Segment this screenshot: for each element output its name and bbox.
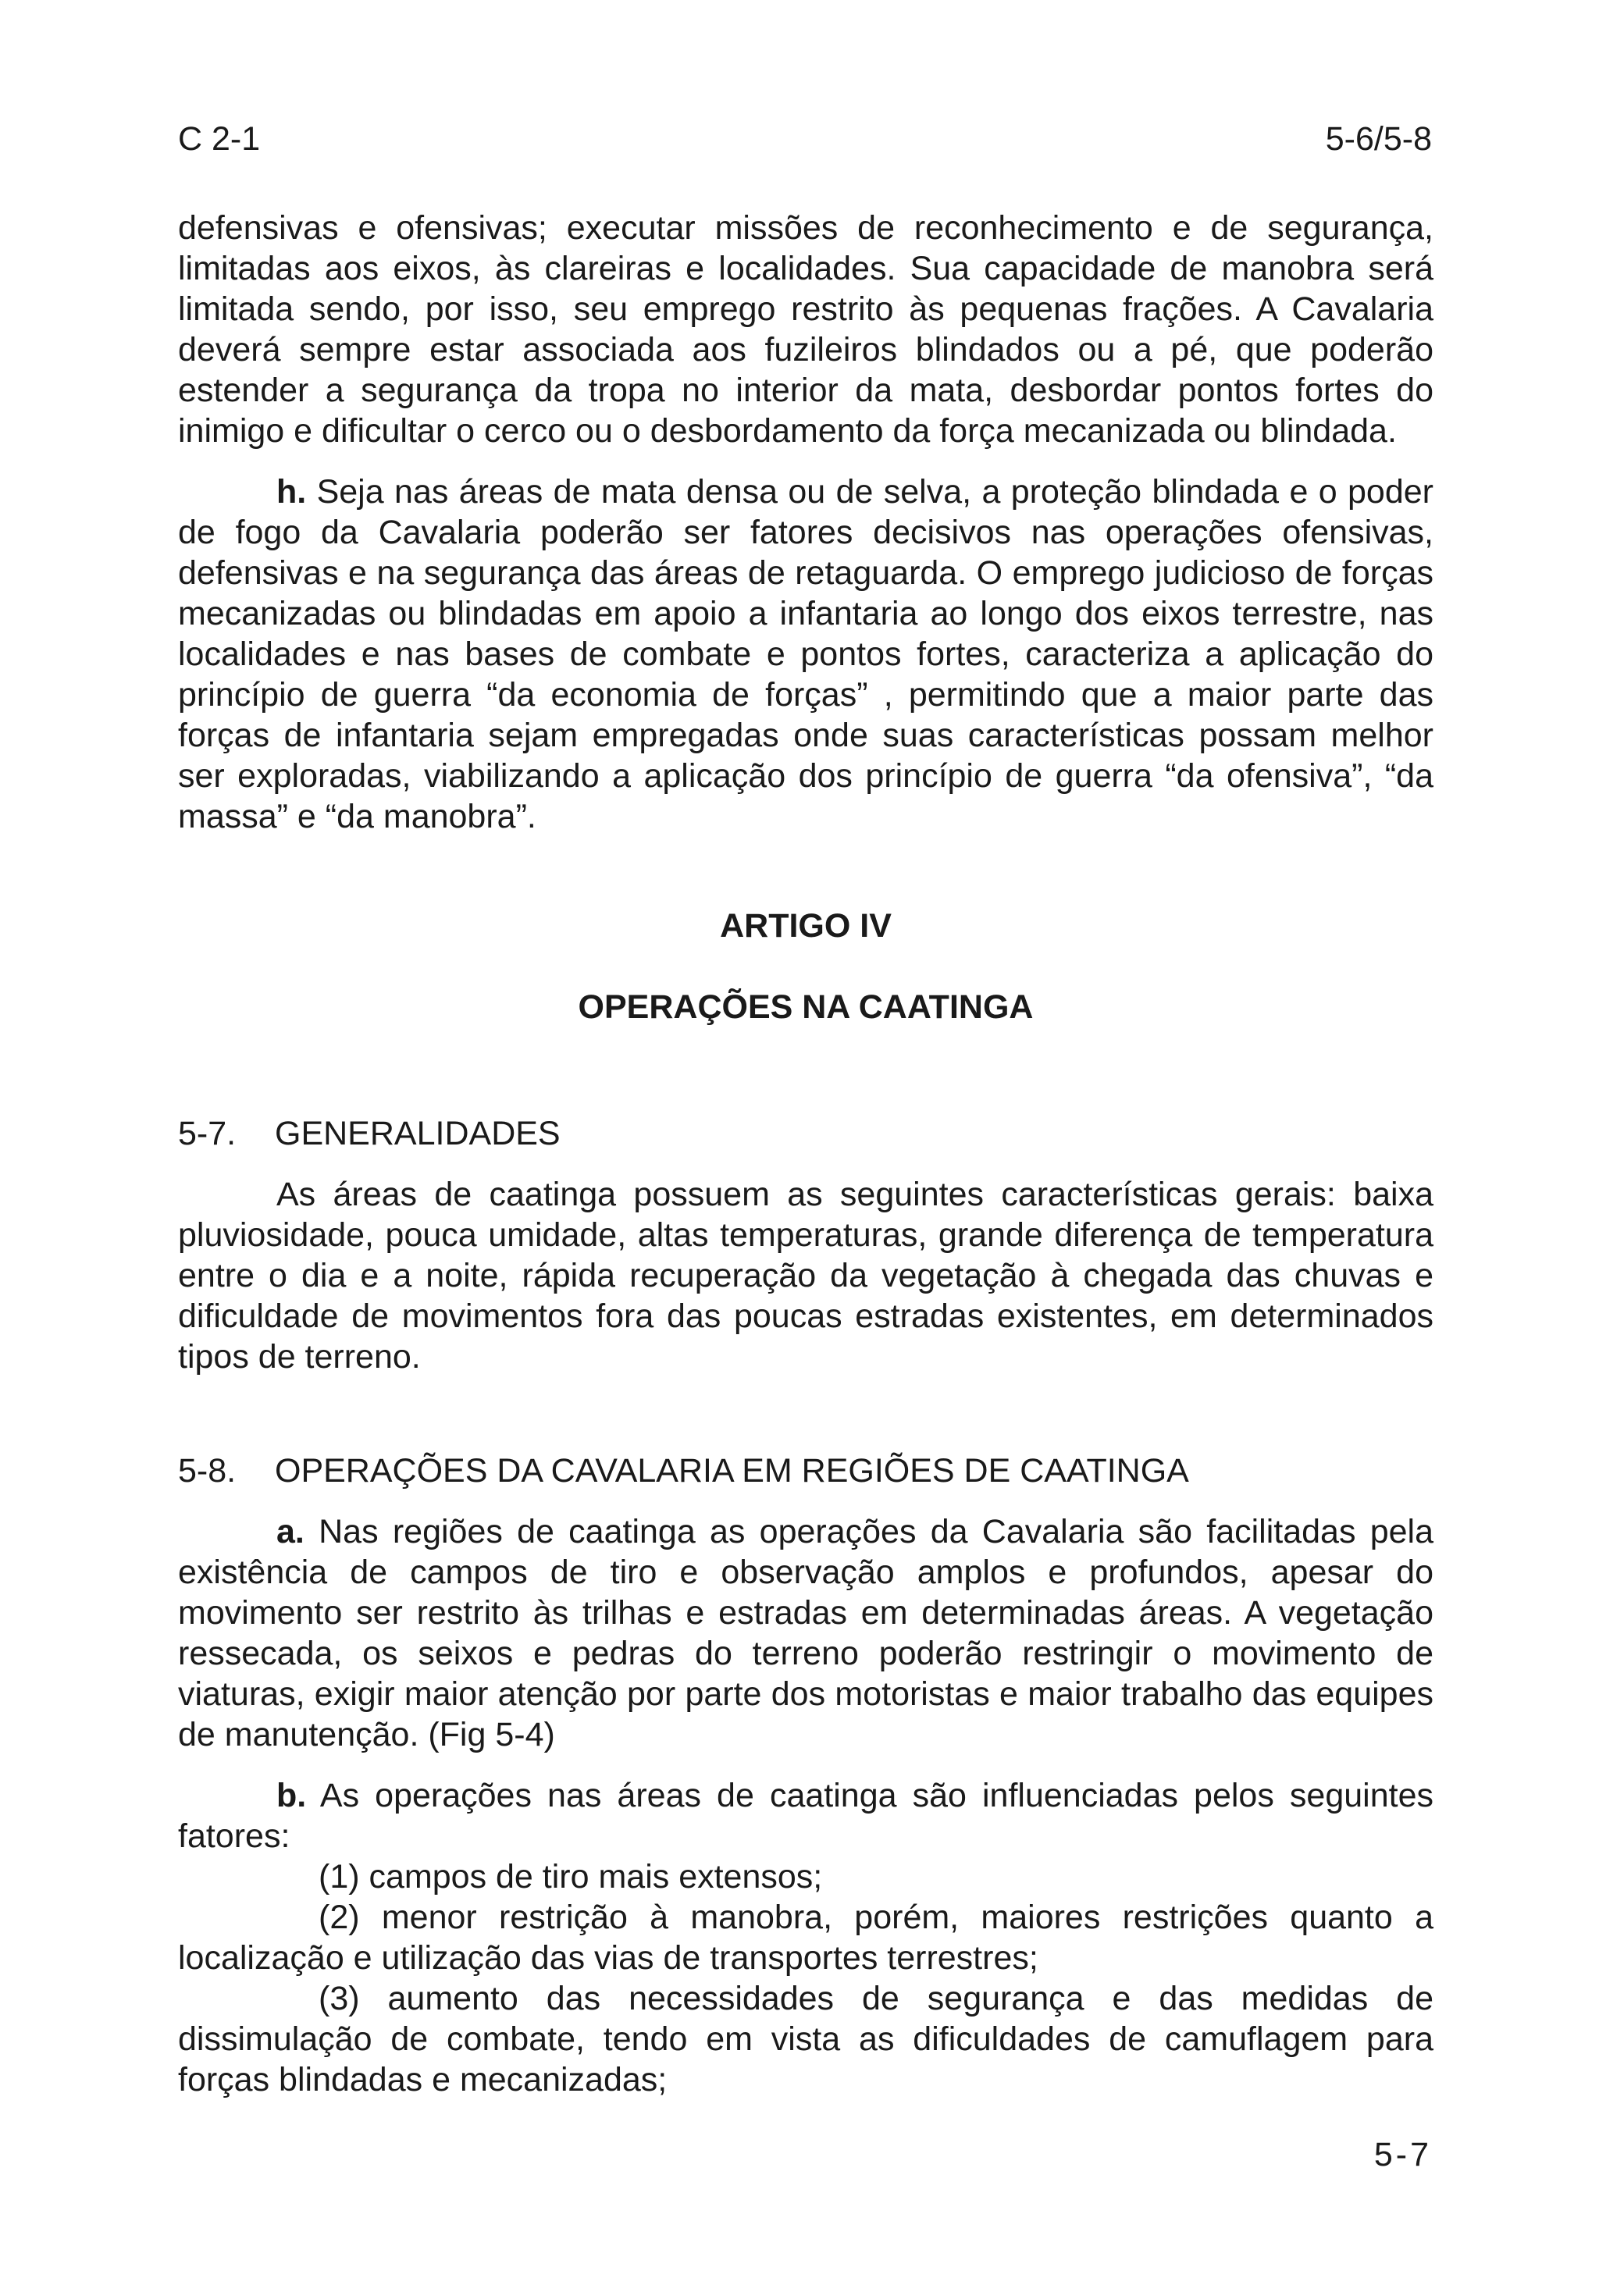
list-item: (3) aumento das necessidades de segurança e das medidas de dissimulação de combate, tendo em vista as dificuldades de camuflagem para forças blindadas e mecanizadas; xyxy=(178,1980,1433,2098)
list-item: (1) campos de tiro mais extensos; xyxy=(319,1858,823,1896)
paragraph-h-label: h. xyxy=(276,473,307,511)
page-body xyxy=(178,208,1433,2100)
paragraph-b-text: As operações nas áreas de caatinga são influenciadas pelos seguintes fatores: xyxy=(178,1777,1433,1855)
section-5-7-heading xyxy=(178,1113,1433,1154)
section-5-8-heading xyxy=(178,1451,1433,1491)
article-title: ARTIGO IV xyxy=(720,907,892,945)
paragraph-h-text: Seja nas áreas de mata densa ou de selva, a proteção blindada e o poder de fogo da Cavalaria poderão ser fatores decisivos nas operações ofensivas, defensivas e na segurança das áreas de retaguarda. O emprego judicioso de forças mecanizadas ou blindadas em apoio a infantaria ao longo dos eixos terrestre, nas localidades e nas bases de combate e pontos fortes, caracteriza a aplicação do princípio de guerra “da economia de forças” , permitindo que a maior parte das forças de infantaria sejam empregadas onde suas características possam melhor ser exploradas, viabilizando a aplicação dos princípio de guerra “da ofensiva”, “da massa” e “da manobra”. xyxy=(178,473,1433,835)
paragraph-a xyxy=(178,1511,1433,1755)
paragraph-a-label: a. xyxy=(276,1513,304,1550)
paragraph-h xyxy=(178,472,1433,837)
header-section-range: 5-6/5-8 xyxy=(1325,120,1432,158)
paragraph-b-label: b. xyxy=(276,1777,307,1814)
page-number: 5-7 xyxy=(1373,2136,1432,2173)
header-manual-code: C 2-1 xyxy=(178,120,261,158)
paragraph-a-text: Nas regiões de caatinga as operações da Cavalaria são facilitadas pela existência de campos de tiro e observação amplos e profundos, apesar do movimento ser restrito às trilhas e estradas em determinadas áreas. A vegetação ressecada, os seixos e pedras do terreno poderão restringir o movimento de viaturas, exigir maior atenção por parte dos motoristas e maior trabalho das equipes de manutenção. (Fig 5-4) xyxy=(178,1513,1433,1753)
section-5-8-title: OPERAÇÕES DA CAVALARIA EM REGIÕES DE CAATINGA xyxy=(275,1452,1189,1490)
continued-paragraph: defensivas e ofensivas; executar missões de reconhecimento e de segurança, limitadas aos eixos, às clareiras e localidades. Sua capacidade de manobra será limitada sendo, por isso, seu emprego restrito às pequenas frações. A Cavalaria deverá sempre estar associada aos fuzileiros blindados ou a pé, que poderão estender a segurança da tropa no interior da mata, desbordar pontos fortes do inimigo e dificultar o cerco ou o desbordamento da força mecanizada ou blindada. xyxy=(178,209,1433,450)
section-5-7-title: GENERALIDADES xyxy=(275,1115,561,1152)
article-subtitle: OPERAÇÕES NA CAATINGA xyxy=(578,988,1034,1026)
section-5-8-number: 5-8. xyxy=(178,1452,237,1490)
list-item: (2) menor restrição à manobra, porém, maiores restrições quanto a localização e utilização das vias de transportes terrestres; xyxy=(178,1899,1433,1977)
section-5-7-number: 5-7. xyxy=(178,1115,237,1152)
section-5-7-text: As áreas de caatinga possuem as seguintes características gerais: baixa pluviosidade, pouca umidade, altas temperaturas, grande diferença de temperatura entre o dia e a noite, rápida recuperação da vegetação à chegada das chuvas e dificuldade de movimentos fora das poucas estradas existentes, em determinados tipos de terreno. xyxy=(178,1176,1433,1376)
paragraph-b xyxy=(178,1775,1433,1856)
